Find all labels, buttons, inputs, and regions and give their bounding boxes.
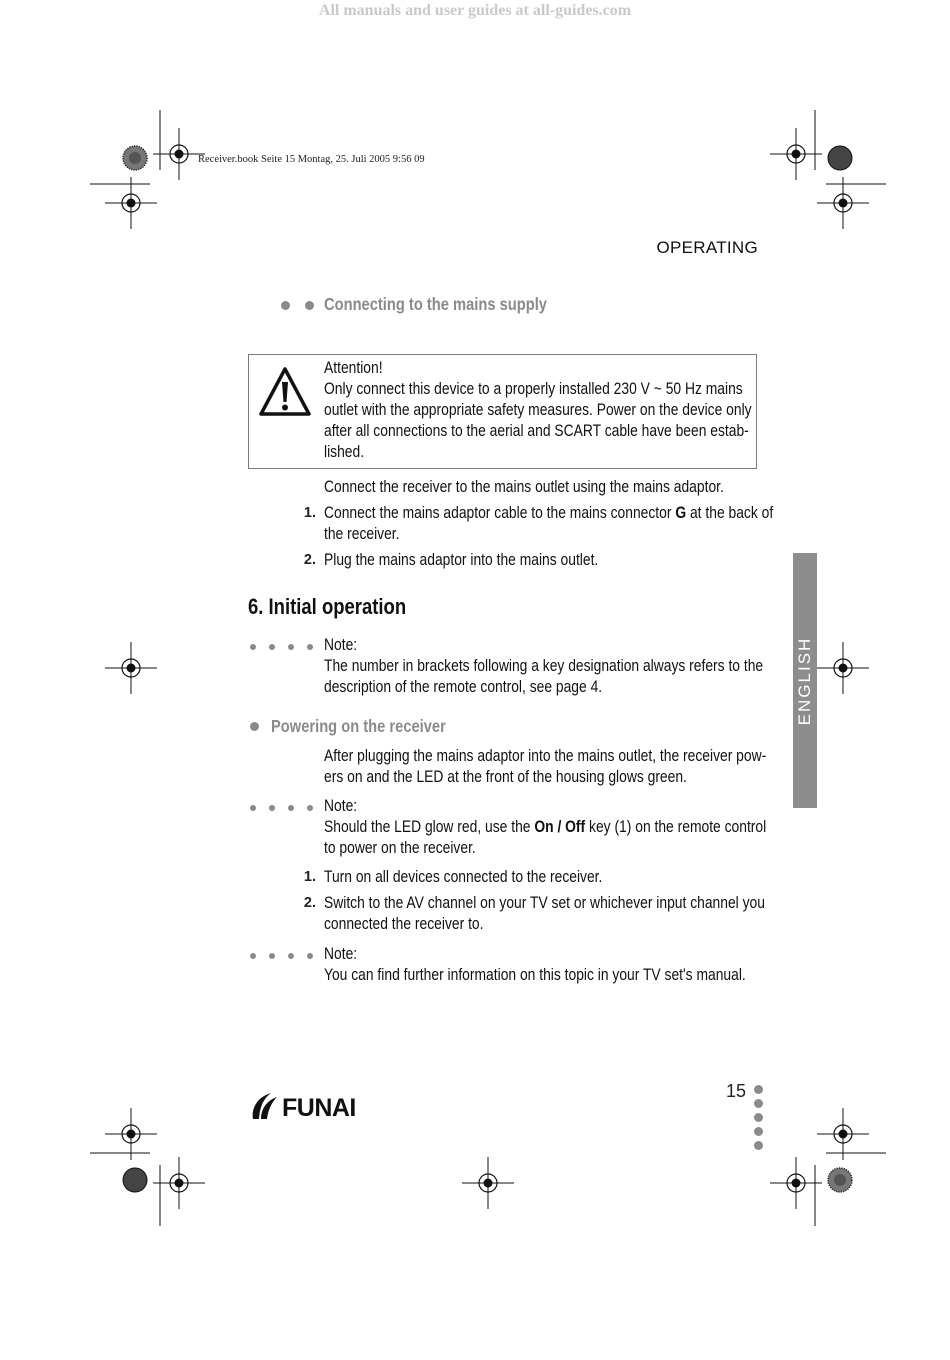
section-header: OPERATING: [656, 238, 758, 257]
book-info: Receiver.book Seite 15 Montag, 25. Juli 2005 9:56 09: [198, 154, 425, 165]
step-text-part: Connect the mains adaptor cable to the mains connector: [324, 504, 676, 522]
step-text: the receiver.: [324, 525, 400, 543]
key-label: On / Off: [534, 818, 586, 836]
note-dot: [288, 644, 294, 650]
mains-supply-heading: Connecting to the mains supply: [324, 294, 547, 314]
page-number: 15: [726, 1081, 747, 1101]
connector-label: G: [675, 504, 687, 522]
step-text: [324, 503, 773, 524]
note-line: to power on the receiver.: [324, 839, 476, 857]
note-line: [324, 817, 766, 838]
bullet-dot: [281, 301, 290, 310]
note-dot: [307, 644, 313, 650]
page-dot: [754, 1127, 763, 1136]
mains-intro: Connect the receiver to the mains outlet using the mains adaptor.: [324, 478, 724, 496]
note-dot: [250, 805, 256, 811]
chapter-title: 6. Initial operation: [248, 594, 407, 619]
note-label: Note:: [324, 797, 358, 815]
step-number: 2.: [303, 552, 316, 568]
note-line: description of the remote control, see page 4.: [324, 678, 603, 696]
funai-logo-icon: [249, 1089, 281, 1123]
note-dot: [269, 644, 275, 650]
note-text-part: Should the LED glow red, use the: [324, 818, 535, 836]
powering-line: After plugging the mains adaptor into the mains outlet, the receiver pow-: [324, 747, 767, 765]
step-text: Plug the mains adaptor into the mains outlet.: [324, 551, 599, 569]
note-line: The number in brackets following a key designation always refers to the: [324, 657, 764, 675]
bullet-dot: [305, 301, 314, 310]
funai-logo-text: FUNAI: [282, 1094, 356, 1122]
language-tab-label: ENGLISH: [795, 636, 814, 725]
page-dot: [754, 1141, 763, 1150]
step-number: 1.: [303, 505, 316, 521]
warning-icon: [258, 366, 312, 418]
step-text: Turn on all devices connected to the receiver.: [324, 868, 603, 886]
note-text-part: key (1) on the remote control: [585, 818, 767, 836]
note-line: You can find further information on this topic in your TV set's manual.: [324, 966, 746, 984]
attention-line: after all connections to the aerial and SCART cable have been estab-: [324, 422, 749, 440]
language-tab: [793, 553, 817, 808]
note-dot: [307, 805, 313, 811]
attention-label: Attention!: [324, 359, 383, 377]
step-text-part: at the back of: [686, 504, 774, 522]
page-dot: [754, 1099, 763, 1108]
note-dot: [288, 953, 294, 959]
page-dot: [754, 1085, 763, 1094]
note-dot: [269, 805, 275, 811]
note-dot: [307, 953, 313, 959]
note-dot: [288, 805, 294, 811]
note-dot: [250, 644, 256, 650]
powering-heading: Powering on the receiver: [271, 716, 446, 736]
watermark: All manuals and user guides at all-guides.com: [318, 2, 632, 19]
step-number: 1.: [303, 869, 316, 885]
step-text: Switch to the AV channel on your TV set or whichever input channel you: [324, 894, 765, 912]
attention-line: Only connect this device to a properly installed 230 V ~ 50 Hz mains: [324, 380, 743, 398]
note-dot: [269, 953, 275, 959]
page-dot: [754, 1113, 763, 1122]
attention-line: outlet with the appropriate safety measures. Power on the device only: [324, 401, 752, 419]
bullet-dot: [250, 722, 259, 731]
attention-line: lished.: [324, 443, 365, 461]
step-number: 2.: [303, 895, 316, 911]
powering-line: ers on and the LED at the front of the housing glows green.: [324, 768, 687, 786]
note-label: Note:: [324, 945, 358, 963]
step-text: connected the receiver to.: [324, 915, 484, 933]
note-label: Note:: [324, 636, 358, 654]
note-dot: [250, 953, 256, 959]
